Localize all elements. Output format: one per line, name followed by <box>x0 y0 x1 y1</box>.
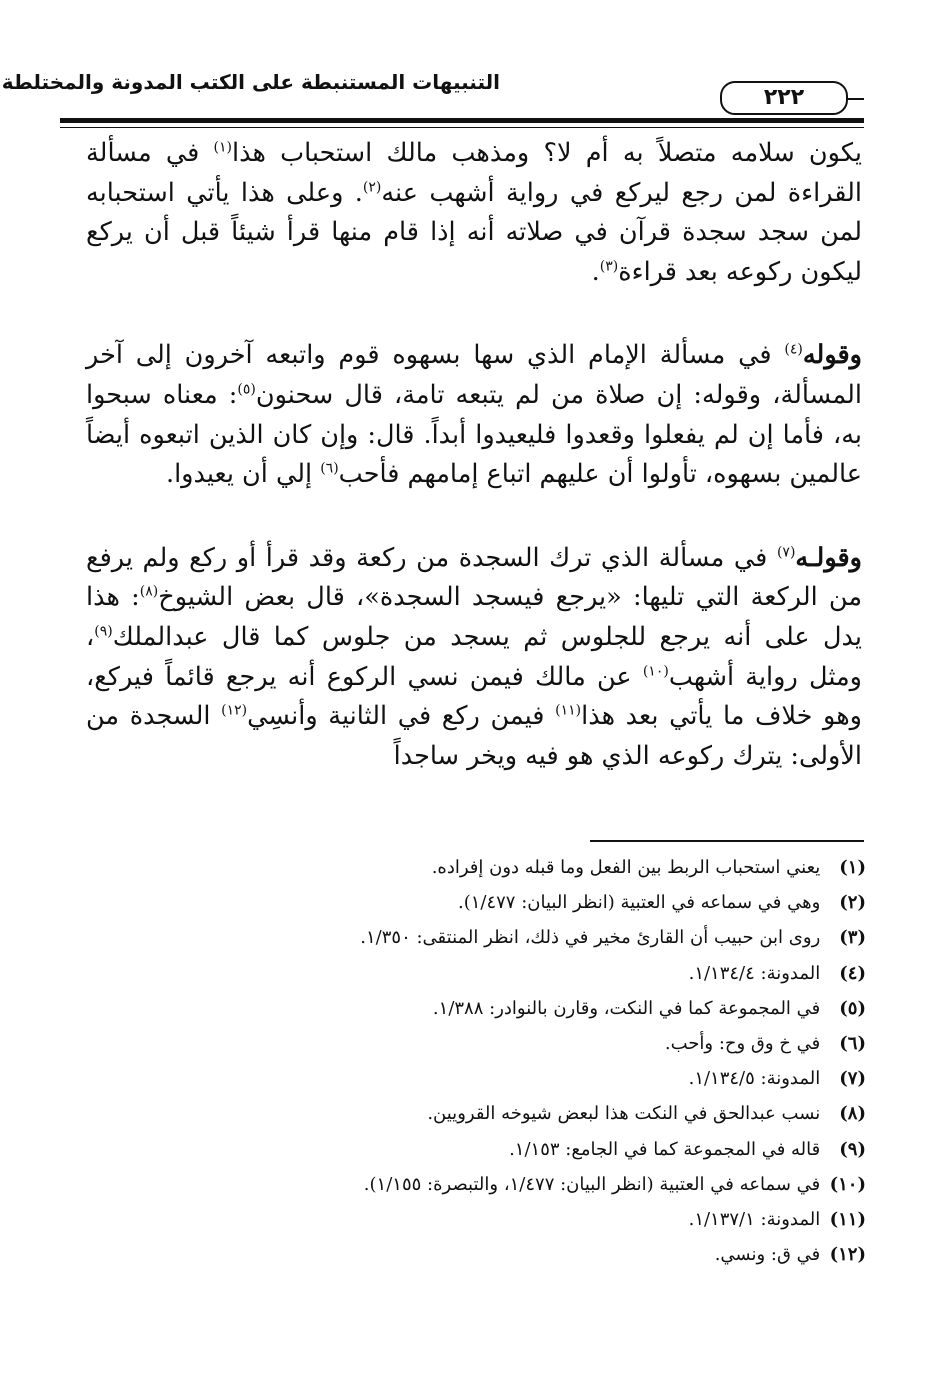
header-rule-thin <box>60 127 864 128</box>
footnote-text: المدونة: ١/١٣٧/١. <box>688 1209 821 1231</box>
footnote-text: في المجموعة كما في النكت، وقارن بالنوادر: ١/٣٨٨. <box>432 997 821 1019</box>
footnote-number: (٤) <box>839 962 866 984</box>
page-header <box>1 66 860 110</box>
footnote-text: في سماعه في العتبية (انظر البيان: ١/٤٧٧، والتبصرة: ١/١٥٥). <box>363 1173 821 1195</box>
footnote-ref: (٢) <box>362 179 382 196</box>
footnote-text: نسب عبدالحق في النكت هذا لبعض شيوخه القرويين. <box>427 1103 821 1125</box>
footnote-number: (١٠) <box>829 1173 866 1195</box>
footnote-text: قاله في المجموعة كما في الجامع: ١/١٥٣. <box>509 1138 821 1160</box>
text-run: يكون سلامه متصلاً به أم لا؟ ومذهب مالك استحباب هذا <box>232 138 862 168</box>
header-rule-thick <box>60 118 864 123</box>
footnote-item <box>86 885 866 920</box>
footnote-text: في ق: ونسي. <box>714 1244 821 1266</box>
footnote-text: المدونة: ١/١٣٤/٥. <box>688 1068 821 1090</box>
footnote-ref: (٥) <box>237 381 256 398</box>
footnote-item <box>86 1167 866 1202</box>
paragraph-3 <box>86 539 862 777</box>
footnote-ref: (١٠) <box>642 663 669 680</box>
text-run: في مسألة الذي ترك السجدة من ركعة وقد قرأ أو ركع ولم يرفع من الركعة التي تليها: «يرجع فيسجد السجدة»، قال بعض الشيوخ <box>86 542 862 613</box>
footnote-ref: (١) <box>213 139 232 156</box>
footnote-ref: (٦) <box>320 460 339 477</box>
footnote-ref: (٨) <box>139 583 159 600</box>
footnote-ref: (٣) <box>599 258 619 275</box>
text-run: إلي أن يعيدوا. <box>165 459 321 490</box>
page-number: ٢٢٢ <box>720 81 848 115</box>
text-run: . <box>591 256 600 287</box>
text-run: في مسألة الإمام الذي سها بسهوه قوم واتبعه آخرون إلى آخر المسألة، وقوله: إن صلاة من لم يتبعه تامة، قال سحنون <box>86 340 863 410</box>
paragraph-1 <box>86 134 862 292</box>
footnote-item <box>86 920 866 955</box>
footnote-item <box>86 1132 866 1167</box>
footnote-text: المدونة: ١/١٣٤/٤. <box>688 962 821 984</box>
footnote-number: (٨) <box>839 1103 866 1125</box>
footnote-number: (٧) <box>839 1068 866 1090</box>
footnote-ref: (٤) <box>784 341 803 358</box>
text-run: في مسألة القراءة لمن رجع ليركع في رواية أشهب عنه <box>86 138 862 208</box>
footnote-item <box>86 1237 866 1272</box>
footnote-item <box>86 1026 866 1061</box>
footnote-text: روى ابن حبيب أن القارئ مخير في ذلك، انظر المنتقى: ١/٣٥٠. <box>360 927 821 949</box>
text-run: : معناه سبحوا به، فأما إن لم يفعلوا وقعدوا فليعيدوا أبداً. قال: وإن كان الذين اتبعوه أيضاً عالمين بسهوه، تأولوا أن عليهم اتباع إمامهم فأحب <box>86 379 862 490</box>
footnote-number: (٩) <box>839 1138 866 1160</box>
text-run: السجدة من الأولى: يترك ركوعه الذي هو فيه ويخر ساجداً <box>86 701 862 771</box>
footnote-text: في خ وق وح: وأحب. <box>664 1033 821 1055</box>
footnote-number: (٢) <box>839 892 866 914</box>
main-text <box>86 134 862 776</box>
footnote-item <box>86 850 866 885</box>
text-run: فيمن ركع في الثانية وأنسِي <box>247 701 556 732</box>
footnote-number: (١) <box>839 857 866 878</box>
footnote-ref: (١١) <box>555 702 582 719</box>
lead-word: وقوله <box>802 340 862 371</box>
footnote-ref: (٩) <box>94 623 113 640</box>
lead-word: وقولـه <box>795 542 862 573</box>
footnote-number: (٥) <box>839 997 866 1019</box>
running-title: التنبيهات المستنبطة على الكتب المدونة والمختلطة <box>1 70 500 94</box>
paragraph-2 <box>86 336 862 494</box>
footnote-number: (١٢) <box>829 1244 866 1266</box>
footnote-separator <box>590 840 864 842</box>
text-run: عن مالك فيمن نسي الركوع أنه يرجع قائماً فيركع، وهو خلاف ما يأتي بعد هذا <box>86 661 862 732</box>
footnote-ref: (٧) <box>776 544 796 561</box>
footnote-item <box>86 956 866 991</box>
footnote-text: وهي في سماعه في العتبية (انظر البيان: ١/٤٧٧). <box>457 892 821 914</box>
text-run: ، ومثل رواية أشهب <box>86 621 862 692</box>
text-run: : هذا يدل على أنه يرجع للجلوس ثم يسجد من جلوس كما قال عبدالملك <box>86 582 862 652</box>
footnote-number: (١١) <box>829 1209 866 1231</box>
footnote-item <box>86 1202 866 1237</box>
footnote-text: يعني استحباب الربط بين الفعل وما قبله دون إفراده. <box>431 857 821 878</box>
text-run: . وعلى هذا يأتي استحبابه لمن سجد سجدة قرآن في صلاته أنه إذا قام منها قرأ شيئاً قبل أن يركع ليكون ركوعه بعد قراءة <box>86 177 862 287</box>
footnotes <box>86 850 866 1272</box>
footnote-number: (٦) <box>839 1033 866 1055</box>
footnote-item <box>86 991 866 1026</box>
footnote-number: (٣) <box>839 927 866 949</box>
footnote-item <box>86 1061 866 1096</box>
footnote-item <box>86 1096 866 1131</box>
footnote-ref: (١٢) <box>221 702 248 719</box>
